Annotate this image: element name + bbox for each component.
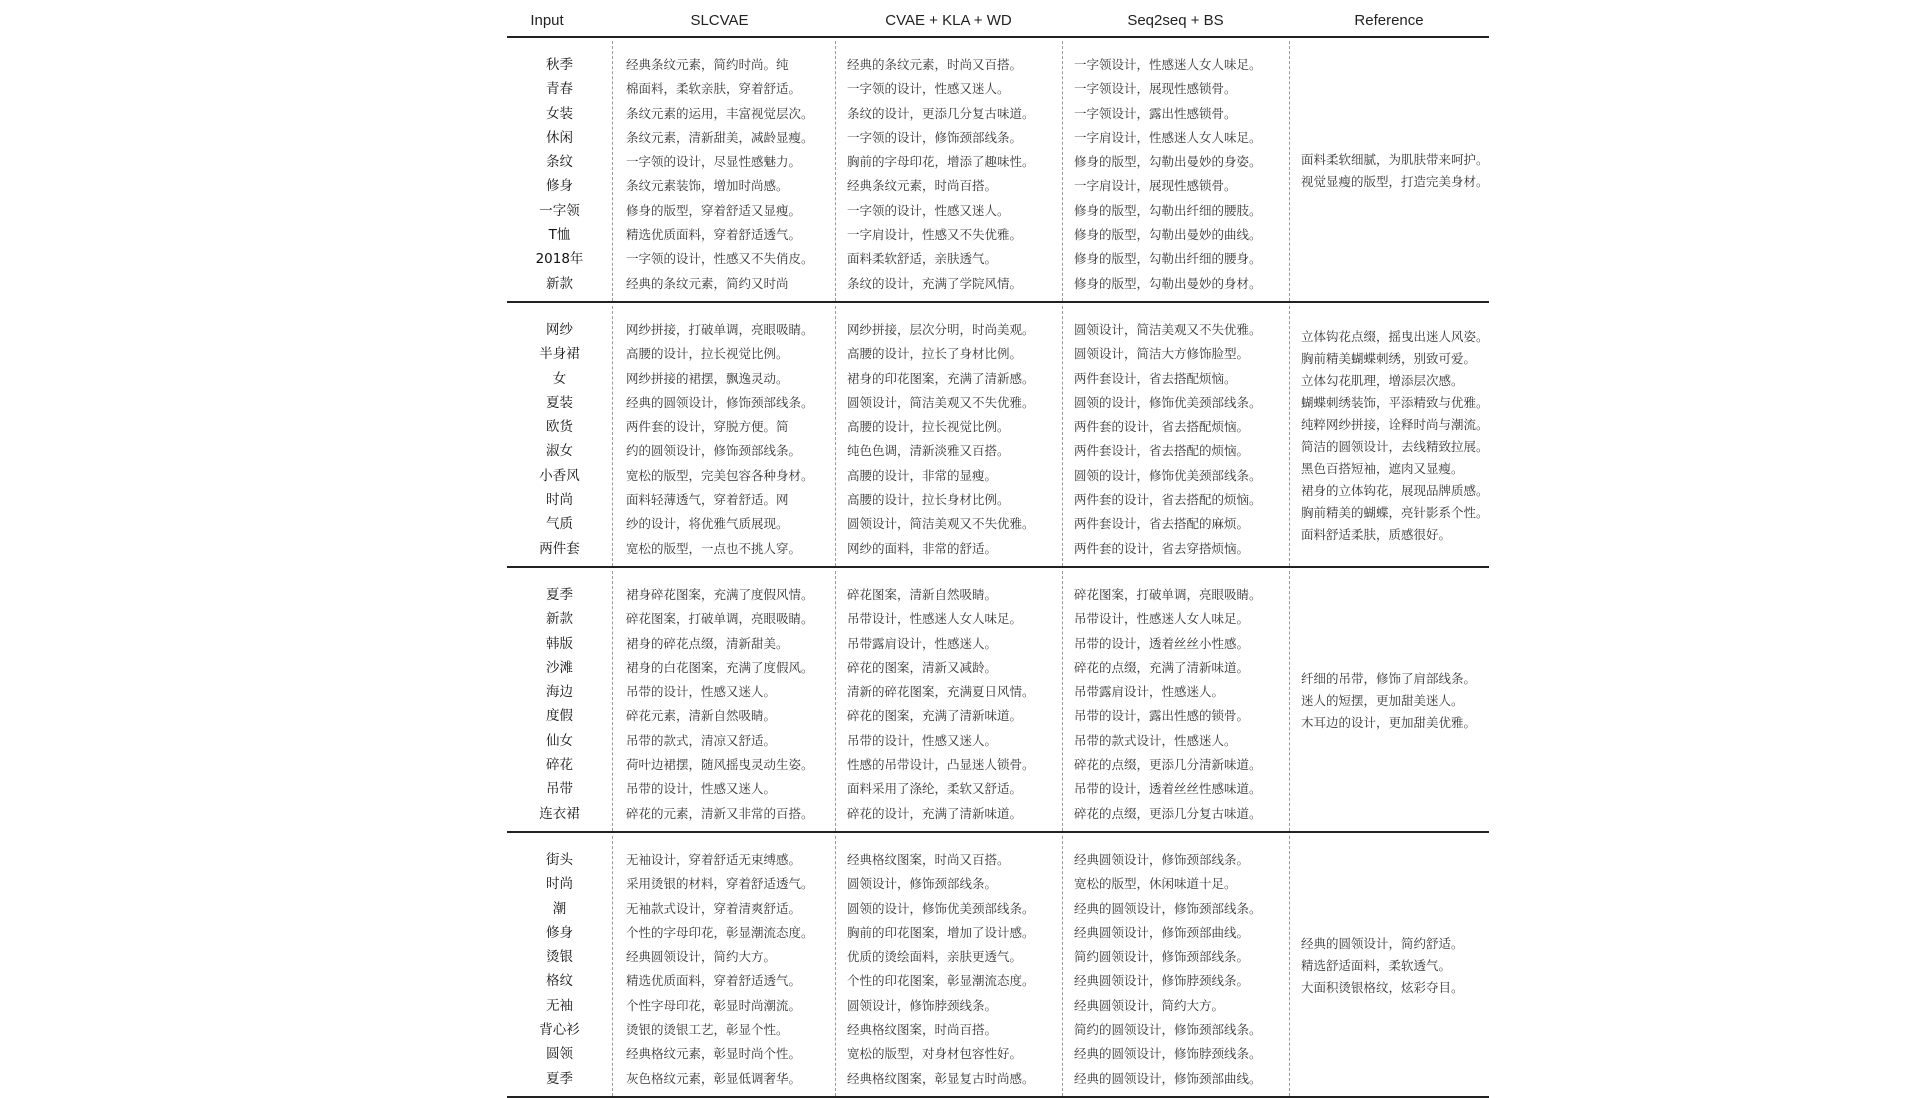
generated-line: 修身的版型，勾勒出曼妙的身姿。 [1074, 154, 1262, 170]
generated-line: 碎花的图案，清新又减龄。 [847, 659, 998, 675]
generated-line: 碎花元素，清新自然吸睛。 [626, 708, 777, 724]
generated-line: 宽松的版型，休闲味道十足。 [1074, 876, 1237, 892]
input-keyword: 韩版 [546, 635, 573, 652]
generated-line: 条纹元素的运用，丰富视觉层次。 [626, 105, 814, 121]
reference-line: 简洁的圆领设计，去线精致拉展。 [1301, 439, 1489, 454]
generated-line: 条纹的设计，充满了学院风情。 [847, 275, 1023, 291]
input-keyword: 碎花 [546, 757, 573, 774]
input-keyword: 修身 [546, 924, 573, 941]
input-keyword: 女装 [546, 105, 573, 122]
generated-line: 吊带露肩设计，性感迷人。 [847, 635, 998, 651]
generated-line: 简约的圆领设计，修饰颈部线条。 [1074, 1022, 1262, 1038]
reference-line: 精选舒适面料，柔软透气。 [1301, 958, 1452, 973]
reference-line: 胸前精美蝴蝶刺绣，别致可爱。 [1301, 351, 1477, 366]
generated-line: 圆领的设计，修饰优美颈部线条。 [1074, 394, 1262, 410]
input-keyword: 沙滩 [546, 659, 573, 676]
generated-line: 网纱拼接的裙摆，飘逸灵动。 [626, 370, 789, 386]
input-keyword: 网纱 [546, 322, 573, 338]
generated-line: 两件套设计，省去搭配的麻烦。 [1074, 516, 1250, 532]
generated-line: 一字领的设计，性感又迷人。 [847, 81, 1010, 97]
generated-line: 经典格纹图案，时尚百搭。 [847, 1022, 998, 1038]
generated-line: 简约圆领设计，修饰颈部线条。 [1074, 949, 1250, 965]
generated-line: 吊带的设计，透着丝丝小性感。 [1074, 635, 1250, 651]
input-column [507, 571, 613, 831]
generated-line: 吊带的设计，露出性感的锁骨。 [1074, 708, 1250, 724]
generated-line: 圆领的设计，修饰优美颈部线条。 [1074, 467, 1262, 483]
cvae-column [835, 41, 1063, 301]
generated-line: 碎花的设计，充满了清新味道。 [847, 805, 1023, 821]
cvae-column [835, 571, 1063, 831]
slcvae-column [612, 836, 836, 1096]
table-group [507, 306, 1489, 568]
reference-line: 迷人的短摆，更加甜美迷人。 [1301, 693, 1464, 708]
input-keyword: 时尚 [546, 492, 573, 509]
header-reference: Reference [1354, 12, 1424, 29]
generated-line: 经典圆领设计，修饰颈部曲线。 [1074, 924, 1250, 940]
generated-line: 个性的字母印花，彰显潮流态度。 [626, 924, 814, 940]
reference-column [1289, 571, 1489, 831]
input-keyword: 吊带 [546, 781, 573, 798]
generated-line: 修身的版型，勾勒出纤细的腰肢。 [1074, 202, 1262, 218]
input-keyword: 潮 [552, 900, 567, 917]
generated-line: 吊带的设计，性感又迷人。 [847, 732, 998, 748]
table-group [507, 571, 1489, 833]
generated-line: 高腰的设计，拉长视觉比例。 [847, 419, 1010, 435]
input-keyword: 圆领 [546, 1046, 573, 1063]
input-keyword: 格纹 [546, 973, 573, 990]
generated-line: 纯色色调，清新淡雅又百搭。 [847, 443, 1010, 459]
header-cvae: CVAE + KLA + WD [885, 12, 1012, 29]
generated-line: 精选优质面料，穿着舒适透气。 [626, 227, 802, 243]
generated-line: 经典格纹图案，时尚又百搭。 [847, 852, 1010, 867]
generated-line: 一字领设计，性感迷人女人味足。 [1074, 57, 1262, 72]
input-keyword: 2018年 [535, 251, 584, 268]
generated-line: 性感的吊带设计，凸显迷人锁骨。 [847, 757, 1035, 773]
generated-line: 纱的设计，将优雅气质展现。 [626, 516, 789, 532]
reference-line: 裙身的立体钩花，展现品牌质感。 [1301, 483, 1489, 498]
table-group [507, 41, 1489, 303]
generated-line: 裙身的印花图案，充满了清新感。 [847, 370, 1035, 386]
input-keyword: 两件套 [539, 540, 580, 557]
generated-line: 无袖设计，穿着舒适无束缚感。 [626, 852, 802, 867]
generated-line: 吊带设计，性感迷人女人味足。 [847, 611, 1023, 627]
header-input: Input [530, 12, 564, 29]
generated-line: 碎花的点缀，更添几分清新味道。 [1074, 757, 1262, 773]
input-keyword: 修身 [546, 178, 573, 195]
slcvae-column [612, 306, 836, 566]
input-keyword: 条纹 [546, 154, 573, 171]
input-keyword: 度假 [546, 708, 573, 725]
input-keyword: 夏季 [546, 1070, 573, 1087]
generated-line: 一字肩设计，性感迷人女人味足。 [1074, 129, 1262, 145]
generated-line: 一字肩设计，性感又不失优雅。 [847, 227, 1023, 243]
generated-line: 圆领设计，简洁美观又不失优雅。 [1074, 322, 1262, 337]
generated-line: 棉面料，柔软亲肤，穿着舒适。 [626, 81, 802, 97]
generated-line: 无袖款式设计，穿着清爽舒适。 [626, 900, 802, 916]
generated-line: 吊带露肩设计，性感迷人。 [1074, 684, 1225, 700]
generated-line: 荷叶边裙摆，随风摇曳灵动生姿。 [626, 757, 814, 773]
generated-line: 两件套的设计，省去搭配的烦恼。 [1074, 492, 1262, 508]
generated-line: 碎花图案，清新自然吸睛。 [847, 587, 998, 602]
generated-line: 面料轻薄透气，穿着舒适。网 [626, 492, 789, 508]
reference-column [1289, 836, 1489, 1096]
generated-line: 宽松的版型，完美包容各种身材。 [626, 467, 814, 483]
header-slcvae: SLCVAE [690, 12, 749, 29]
input-keyword: 青春 [546, 81, 573, 98]
generated-line: 吊带的设计，性感又迷人。 [626, 684, 777, 700]
reference-column [1289, 306, 1489, 566]
cvae-column [835, 836, 1063, 1096]
generated-line: 两件套的设计，省去搭配烦恼。 [1074, 419, 1250, 435]
generated-line: 修身的版型，勾勒出曼妙的曲线。 [1074, 227, 1262, 243]
generated-line: 条纹的设计，更添几分复古味道。 [847, 105, 1035, 121]
generated-line: 碎花的元素，清新又非常的百搭。 [626, 805, 814, 821]
generated-line: 吊带的款式设计，性感迷人。 [1074, 732, 1237, 748]
generated-line: 经典的圆领设计，修饰脖颈线条。 [1074, 1046, 1262, 1062]
cvae-column [835, 306, 1063, 566]
generated-line: 圆领设计，修饰脖颈线条。 [847, 997, 998, 1013]
generated-line: 裙身碎花图案，充满了度假风情。 [626, 587, 814, 602]
generated-line: 经典条纹元素，时尚百搭。 [847, 178, 998, 194]
generated-line: 两件套的设计，穿脱方便。简 [626, 419, 789, 435]
generated-line: 个性字母印花，彰显时尚潮流。 [626, 997, 802, 1013]
input-keyword: 休闲 [546, 129, 573, 146]
generated-line: 经典条纹元素，简约时尚。纯 [626, 57, 789, 72]
generated-line: 经典的条纹元素，简约又时尚 [626, 275, 789, 291]
generated-line: 清新的碎花图案，充满夏日风情。 [847, 684, 1035, 700]
input-keyword: 连衣裙 [539, 805, 580, 822]
generated-line: 圆领设计，简洁美观又不失优雅。 [847, 516, 1035, 532]
input-column [507, 41, 613, 301]
input-keyword: 无袖 [546, 997, 573, 1014]
input-keyword: 新款 [546, 275, 573, 292]
generated-line: 一字肩设计，展现性感锁骨。 [1074, 178, 1237, 194]
input-keyword: 烫银 [546, 949, 573, 966]
generated-line: 修身的版型，勾勒出纤细的腰身。 [1074, 251, 1262, 267]
generated-line: 碎花的点缀，充满了清新味道。 [1074, 659, 1250, 675]
reference-line: 蝴蝶刺绣装饰，平添精致与优雅。 [1301, 395, 1489, 410]
input-keyword: 时尚 [546, 876, 573, 893]
generated-line: 吊带的设计，性感又迷人。 [626, 781, 777, 797]
generated-line: 灰色格纹元素，彰显低调奢华。 [626, 1070, 802, 1086]
header-seq2seq: Seq2seq + BS [1127, 12, 1224, 29]
input-keyword: 夏装 [546, 394, 573, 411]
generated-line: 宽松的版型，一点也不挑人穿。 [626, 540, 802, 556]
generated-line: 网纱拼接，层次分明，时尚美观。 [847, 322, 1035, 337]
comparison-table [507, 8, 1489, 1087]
generated-line: 一字领的设计，修饰颈部线条。 [847, 129, 1023, 145]
input-column [507, 306, 613, 566]
generated-line: 一字领的设计，尽显性感魅力。 [626, 154, 802, 170]
generated-line: 两件套设计，省去搭配的烦恼。 [1074, 443, 1250, 459]
generated-line: 修身的版型，穿着舒适又显瘦。 [626, 202, 802, 218]
input-keyword: 欧货 [546, 419, 573, 436]
generated-line: 一字领的设计，性感又不失俏皮。 [626, 251, 814, 267]
generated-line: 胸前的字母印花，增添了趣味性。 [847, 154, 1035, 170]
generated-line: 圆领设计，简洁大方修饰脸型。 [1074, 346, 1250, 362]
generated-line: 裙身的碎花点缀，清新甜美。 [626, 635, 789, 651]
generated-line: 优质的烫绘面料，亲肤更透气。 [847, 949, 1023, 965]
generated-line: 高腰的设计，拉长了身材比例。 [847, 346, 1023, 362]
seq2seq-column [1062, 41, 1290, 301]
input-keyword: 一字领 [539, 202, 580, 219]
input-keyword: 气质 [546, 516, 573, 533]
generated-line: 经典圆领设计，修饰脖颈线条。 [1074, 973, 1250, 989]
input-keyword: 女 [552, 370, 567, 387]
generated-line: 吊带的设计，透着丝丝性感味道。 [1074, 781, 1262, 797]
generated-line: 采用烫银的材料，穿着舒适透气。 [626, 876, 814, 892]
generated-line: 经典的圆领设计，修饰颈部线条。 [1074, 900, 1262, 916]
slcvae-column [612, 571, 836, 831]
slcvae-column [612, 41, 836, 301]
reference-line: 立体钩花点缀，摇曳出迷人风姿。 [1301, 329, 1489, 344]
seq2seq-column [1062, 836, 1290, 1096]
generated-line: 经典格纹图案，彰显复古时尚感。 [847, 1070, 1035, 1086]
generated-line: 圆领的设计，修饰优美颈部线条。 [847, 900, 1035, 916]
reference-line: 经典的圆领设计，简约舒适。 [1301, 936, 1464, 951]
generated-line: 经典的圆领设计，修饰颈部曲线。 [1074, 1070, 1262, 1086]
generated-line: 经典圆领设计，简约大方。 [626, 949, 777, 965]
seq2seq-column [1062, 306, 1290, 566]
reference-line: 纤细的吊带，修饰了肩部线条。 [1301, 671, 1477, 686]
reference-line: 面料柔软细腻，为肌肤带来呵护。 [1301, 152, 1489, 167]
input-keyword: 淑女 [546, 443, 573, 460]
generated-line: 网纱拼接，打破单调，亮眼吸睛。 [626, 322, 814, 337]
generated-line: 经典格纹元素，彰显时尚个性。 [626, 1046, 802, 1062]
reference-column [1289, 41, 1489, 301]
generated-line: 胸前的印花图案，增加了设计感。 [847, 924, 1035, 940]
reference-line: 视觉显瘦的版型，打造完美身材。 [1301, 174, 1489, 189]
input-keyword: 新款 [546, 611, 573, 628]
reference-line: 纯粹网纱拼接，诠释时尚与潮流。 [1301, 417, 1489, 432]
generated-line: 经典圆领设计，简约大方。 [1074, 997, 1225, 1013]
input-keyword: 海边 [546, 684, 573, 701]
generated-line: 两件套的设计，省去穿搭烦恼。 [1074, 540, 1250, 556]
table-header [507, 8, 1489, 38]
reference-line: 大面积烫银格纹，炫彩夺目。 [1301, 980, 1464, 995]
reference-line: 立体勾花肌理，增添层次感。 [1301, 373, 1464, 388]
generated-line: 圆领设计，修饰颈部线条。 [847, 876, 998, 892]
generated-line: 高腰的设计，拉长视觉比例。 [626, 346, 789, 362]
generated-line: 经典圆领设计，修饰颈部线条。 [1074, 852, 1250, 867]
generated-line: 经典的圆领设计，修饰颈部线条。 [626, 394, 814, 410]
generated-line: 条纹元素，清新甜美，减龄显瘦。 [626, 129, 814, 145]
generated-line: 两件套设计，省去搭配烦恼。 [1074, 370, 1237, 386]
reference-line: 面料舒适柔肤，质感很好。 [1301, 527, 1452, 542]
input-keyword: 秋季 [546, 57, 573, 73]
input-column [507, 836, 613, 1096]
generated-line: 宽松的版型，对身材包容性好。 [847, 1046, 1023, 1062]
reference-line: 黑色百搭短袖，遮肉又显瘦。 [1301, 461, 1464, 476]
generated-line: 碎花图案，打破单调，亮眼吸睛。 [626, 611, 814, 627]
generated-line: 精选优质面料，穿着舒适透气。 [626, 973, 802, 989]
generated-line: 高腰的设计，非常的显瘦。 [847, 467, 998, 483]
table-group [507, 836, 1489, 1098]
generated-line: 吊带设计，性感迷人女人味足。 [1074, 611, 1250, 627]
input-keyword: 街头 [546, 852, 573, 868]
generated-line: 碎花的图案，充满了清新味道。 [847, 708, 1023, 724]
generated-line: 高腰的设计，拉长身材比例。 [847, 492, 1010, 508]
reference-line: 胸前精美的蝴蝶，亮针影系个性。 [1301, 505, 1489, 520]
generated-line: 一字领设计，露出性感锁骨。 [1074, 105, 1237, 121]
generated-line: 一字领的设计，性感又迷人。 [847, 202, 1010, 218]
generated-line: 网纱的面料，非常的舒适。 [847, 540, 998, 556]
generated-line: 一字领设计，展现性感锁骨。 [1074, 81, 1237, 97]
generated-line: 圆领设计，简洁美观又不失优雅。 [847, 394, 1035, 410]
generated-line: 条纹元素装饰，增加时尚感。 [626, 178, 789, 194]
generated-line: 碎花的点缀，更添几分复古味道。 [1074, 805, 1262, 821]
generated-line: 个性的印花图案，彰显潮流态度。 [847, 973, 1035, 989]
generated-line: 面料柔软舒适，亲肤透气。 [847, 251, 998, 267]
generated-line: 修身的版型，勾勒出曼妙的身材。 [1074, 275, 1262, 291]
generated-line: 裙身的白花图案，充满了度假风。 [626, 659, 814, 675]
generated-line: 经典的条纹元素，时尚又百搭。 [847, 57, 1023, 72]
reference-line: 木耳边的设计，更加甜美优雅。 [1301, 715, 1477, 730]
generated-line: 吊带的款式，清凉又舒适。 [626, 732, 777, 748]
input-keyword: 仙女 [546, 732, 573, 749]
seq2seq-column [1062, 571, 1290, 831]
input-keyword: 小香风 [539, 467, 580, 484]
input-keyword: 夏季 [546, 587, 573, 603]
input-keyword: 半身裙 [539, 346, 580, 363]
input-keyword: 背心衫 [539, 1022, 580, 1039]
generated-line: 面料采用了涤纶，柔软又舒适。 [847, 781, 1023, 797]
input-keyword: T恤 [548, 227, 571, 244]
generated-line: 约的圆领设计，修饰颈部线条。 [626, 443, 802, 459]
generated-line: 烫银的烫银工艺，彰显个性。 [626, 1022, 789, 1038]
generated-line: 碎花图案，打破单调，亮眼吸睛。 [1074, 587, 1262, 602]
